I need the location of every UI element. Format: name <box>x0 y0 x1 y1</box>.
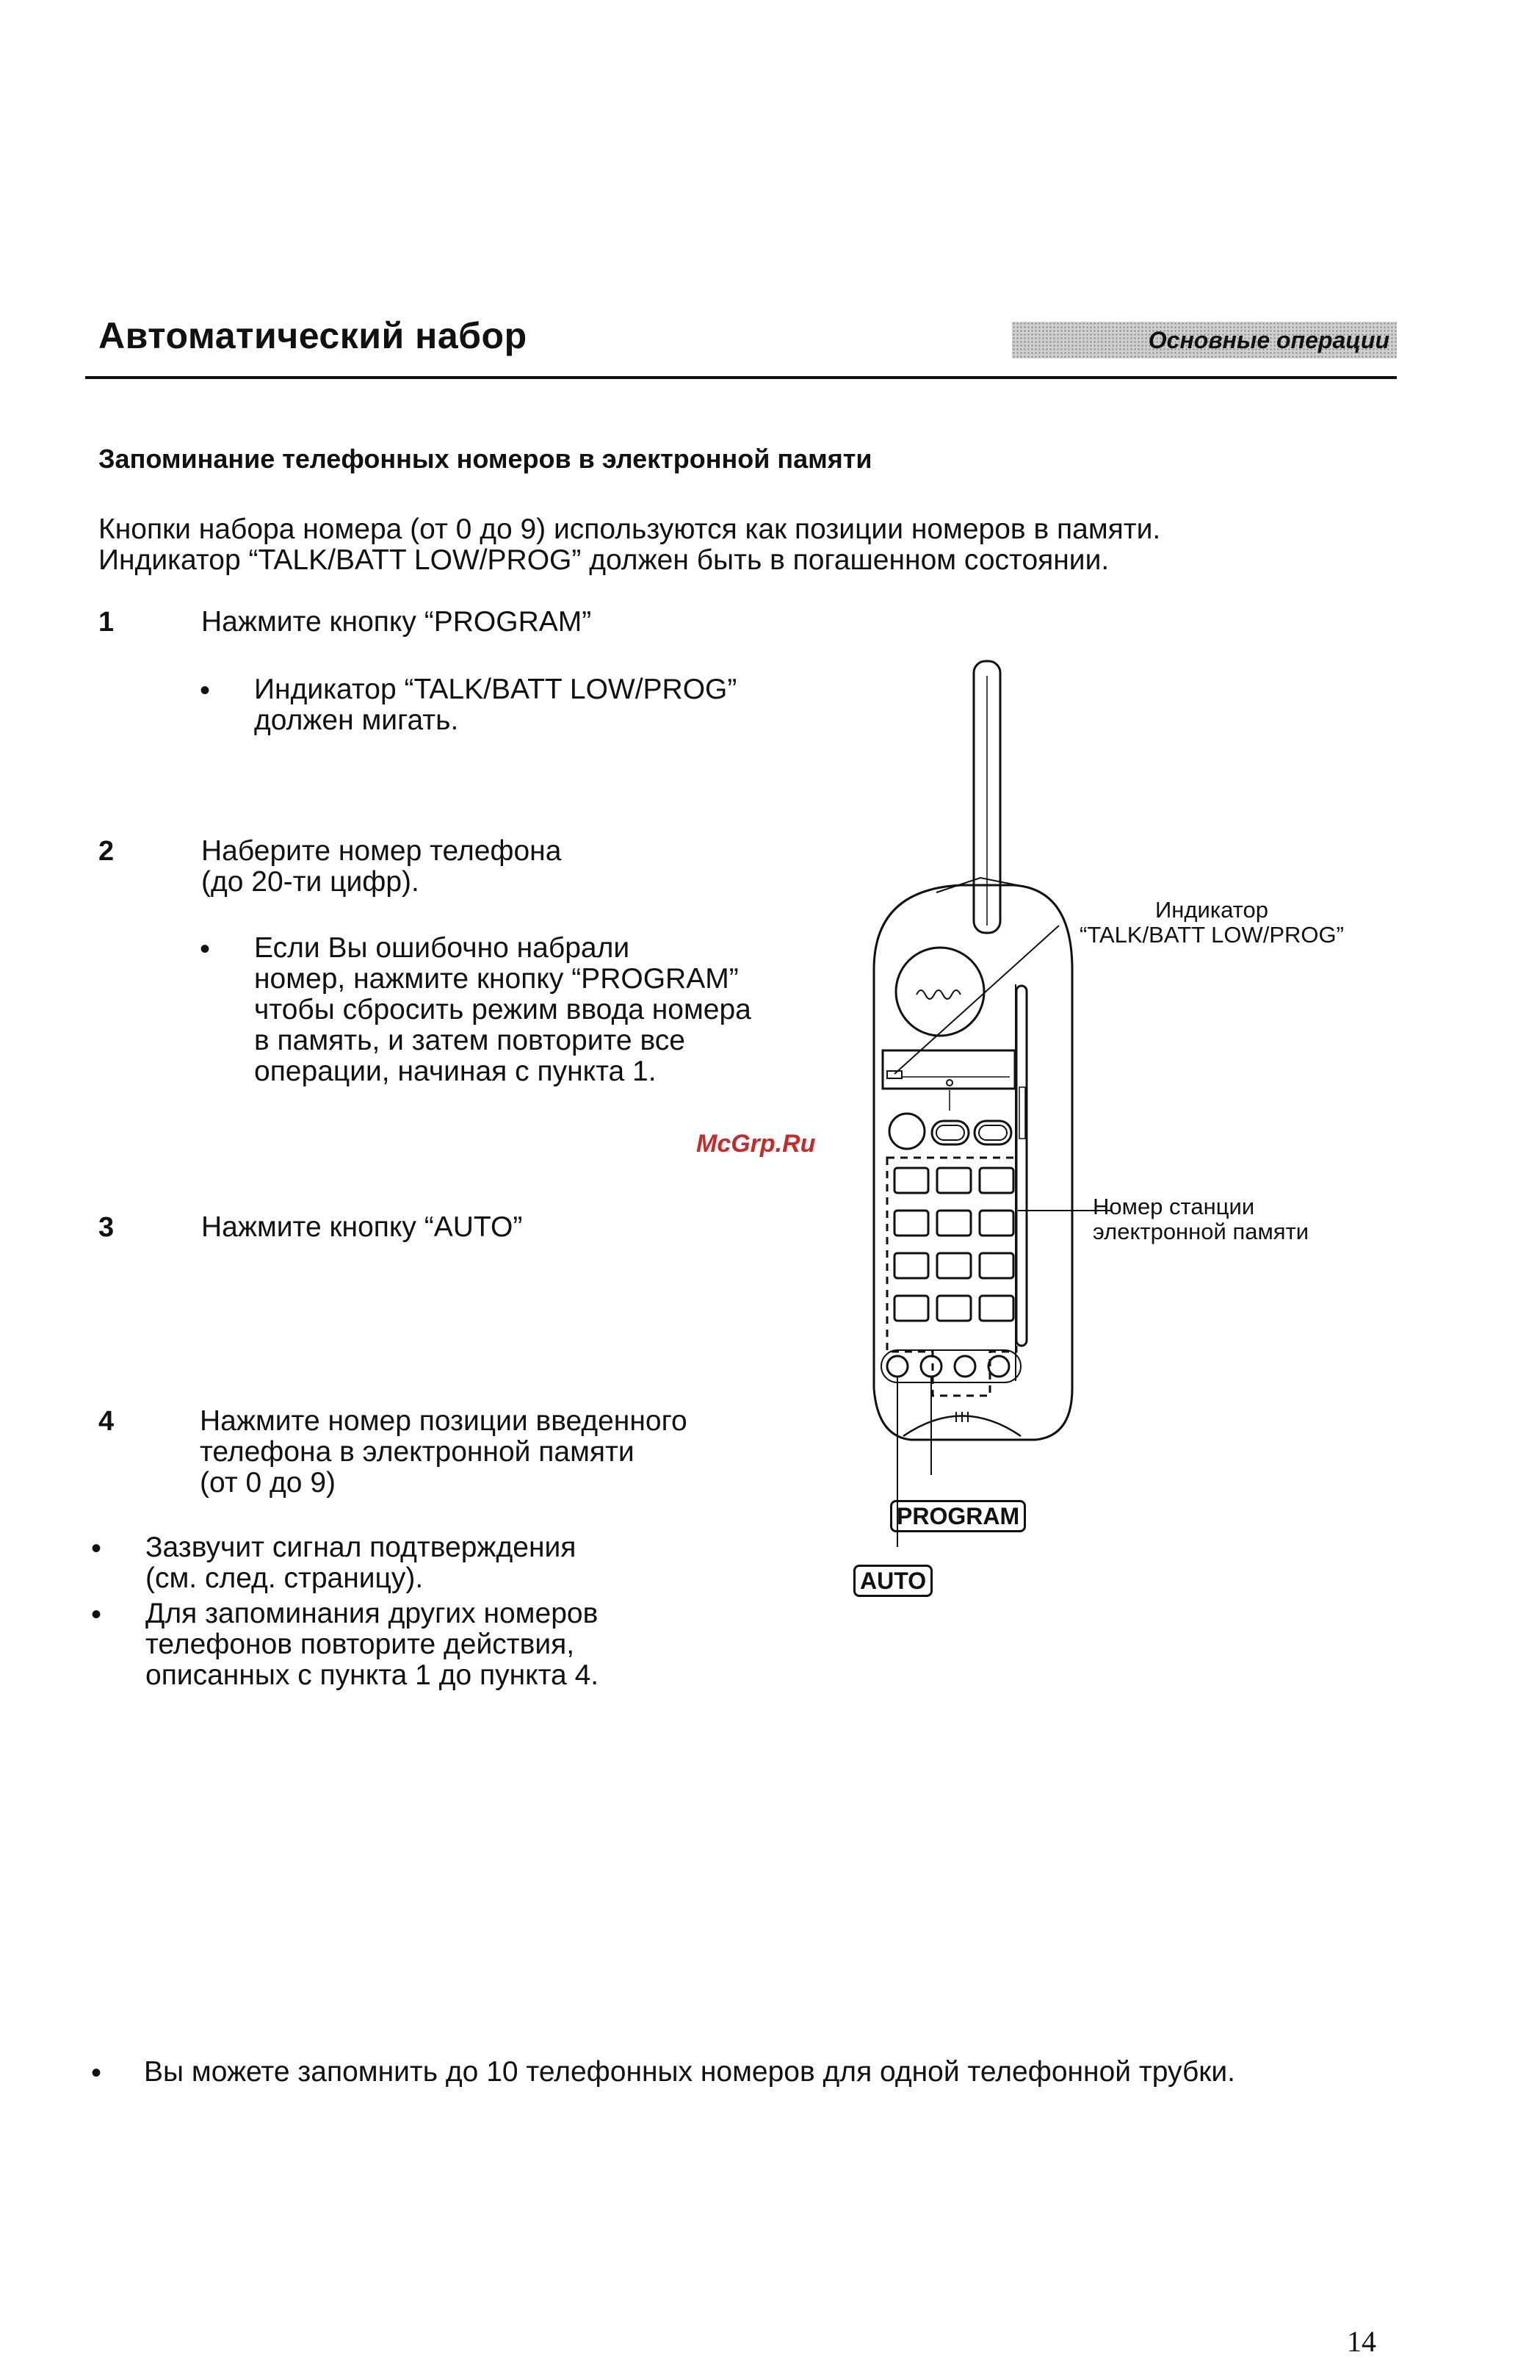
step-line: (от 0 до 9) <box>200 1467 336 1499</box>
bullet-line: Для запоминания других номеров <box>145 1598 599 1629</box>
bullet-line: чтобы сбросить режим ввода номера <box>254 994 751 1025</box>
bullet-line: операции, начиная с пункта 1. <box>254 1056 657 1087</box>
indicator-label <box>1065 898 1359 948</box>
intro-line: Индикатор “TALK/BATT LOW/PROG” должен быть в погашенном состоянии. <box>98 544 1110 576</box>
talk-led-icon <box>887 1071 902 1078</box>
indicator-leader <box>894 926 1059 1074</box>
bullet-line: в память, и затем повторите все <box>254 1025 685 1056</box>
handset-illustration <box>793 646 1410 1616</box>
step-number: 1 <box>98 607 115 638</box>
label-line: электронной памяти <box>1093 1219 1309 1244</box>
bullet-line: Если Вы ошибочно набрали <box>254 932 630 964</box>
bullet-line: номер, нажмите кнопку “PROGRAM” <box>254 963 739 995</box>
earpiece-icon <box>896 948 984 1036</box>
step-line: (до 20-ти цифр). <box>201 866 419 898</box>
step-text <box>201 1212 522 1243</box>
bullet-line: Зазвучит сигнал подтверждения <box>145 1532 576 1563</box>
bullet-icon: • <box>91 2057 102 2089</box>
label-line: Номер станции <box>1093 1194 1255 1219</box>
bullet-line: должен мигать. <box>254 704 459 736</box>
step-bullet <box>254 674 737 736</box>
bullet-icon: • <box>91 1598 102 1631</box>
step-number: 3 <box>98 1212 115 1243</box>
step-line: Нажмите кнопку “PROGRAM” <box>201 606 592 638</box>
bullet-line: Индикатор “TALK/BATT LOW/PROG” <box>254 674 737 705</box>
page-title: Автоматический набор <box>98 315 527 356</box>
step-text <box>201 607 591 638</box>
auto-button-label: AUTO <box>853 1565 933 1597</box>
step-line: Наберите номер телефона <box>201 835 562 867</box>
memory-label <box>1093 1194 1309 1244</box>
step-text <box>201 836 561 898</box>
header-rule <box>85 376 1397 379</box>
step-number: 4 <box>98 1406 115 1437</box>
label-line: “TALK/BATT LOW/PROG” <box>1080 922 1344 948</box>
step-line: телефона в электронной памяти <box>200 1436 635 1468</box>
page-number: 14 <box>1347 2325 1376 2358</box>
bullet-line: телефонов повторите действия, <box>145 1629 575 1660</box>
step-bullet <box>254 933 751 1087</box>
bullet-line: (см. след. страницу). <box>145 1562 424 1594</box>
step-text <box>200 1406 687 1499</box>
section-tag: Основные операции <box>1012 322 1397 358</box>
program-button-icon <box>921 1356 941 1377</box>
step-line: Нажмите номер позиции введенного <box>200 1405 687 1437</box>
program-button-label: PROGRAM <box>890 1500 1026 1532</box>
bullet-line: описанных с пункта 1 до пункта 4. <box>145 1659 599 1691</box>
display-window <box>883 1050 1015 1089</box>
after-bullet <box>145 1598 599 1691</box>
after-bullet <box>145 1532 576 1594</box>
auto-button-icon <box>887 1356 908 1377</box>
intro-line: Кнопки набора номера (от 0 до 9) используются как позиции номеров в памяти. <box>98 513 1161 545</box>
keypad-icon <box>894 1168 1013 1321</box>
section-subtitle: Запоминание телефонных номеров в электронной памяти <box>98 444 872 474</box>
bullet-icon: • <box>200 933 211 965</box>
bullet-icon: • <box>91 1532 102 1565</box>
step-number: 2 <box>98 836 115 867</box>
intro-paragraph <box>98 514 1391 576</box>
label-line: Индикатор <box>1155 897 1268 923</box>
watermark: McGrp.Ru <box>696 1130 816 1158</box>
bullet-icon: • <box>200 674 211 707</box>
note-text: Вы можете запомнить до 10 телефонных номеров для одной телефонной трубки. <box>144 2056 1235 2088</box>
step-line: Нажмите кнопку “AUTO” <box>201 1211 523 1243</box>
talk-button-icon <box>889 1114 925 1149</box>
